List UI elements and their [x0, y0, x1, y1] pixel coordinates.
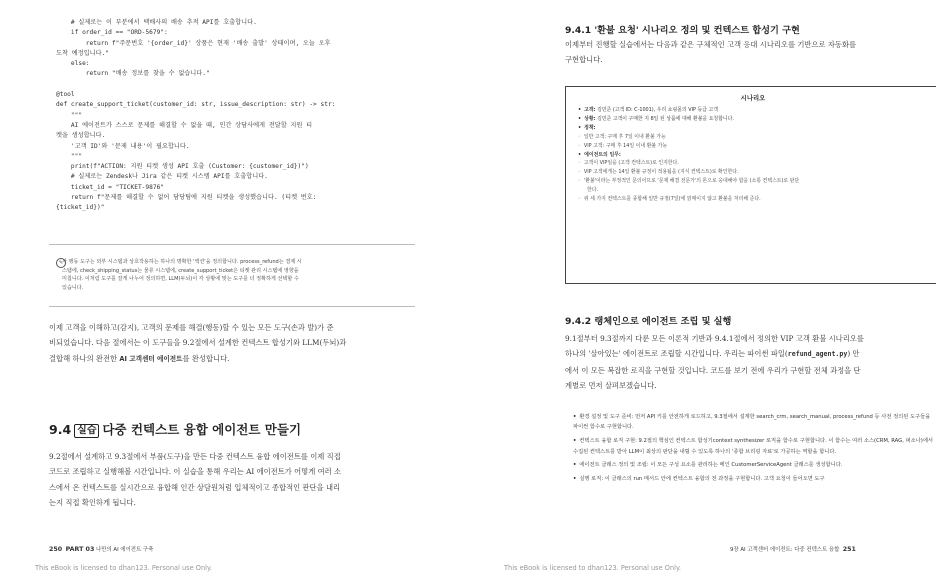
- bullet-dot-icon: •: [573, 462, 577, 469]
- bullet-dot-icon: •: [573, 476, 577, 483]
- bullet-dot-icon: •: [578, 115, 582, 122]
- text-segment: 비되었습니다. 다음 절에서는 이 도구들을 9.2절에서 설계한 컨텍스트 합성기와 LLM(두뇌)과: [49, 338, 347, 348]
- scenario-text: 고객이 VIP임을 (고객 컨텍스트)로 인지한다.: [583, 160, 679, 167]
- paragraph-section-intro: [49, 449, 421, 511]
- scenario-item: [578, 142, 930, 151]
- bullet-dot-icon: •: [573, 438, 577, 445]
- text-segment: 계별로 먼저 살펴보겠습니다.: [565, 381, 657, 391]
- code-line: 도착 예정입니다.": [56, 49, 110, 57]
- sub-bullet-icon: ◦: [578, 196, 581, 203]
- code-line: return f"문제를 해결할 수 없어 담당팀에 지원 티켓을 생성했습니다. (티켓 번호:: [56, 194, 317, 202]
- text-line: 구현합니다.: [565, 55, 603, 65]
- sub-bullet-icon: ◦: [578, 142, 581, 149]
- scenario-label: 정책:: [584, 124, 596, 131]
- bullet-dot-icon: •: [573, 414, 577, 420]
- code-line: {ticket_id})": [56, 204, 105, 212]
- code-line: 켓을 생성합니다.: [56, 132, 106, 140]
- scenario-text: '환불'이라는 부정적인 문의이므로 '문제 해결 전문가'의 톤으로 응대해야 함을 (소통 컨텍스트)로 판단: [583, 178, 800, 185]
- section-number: 9.4: [49, 422, 72, 437]
- license-text: This eBook is licensed to dhan123. Personal use Only.: [35, 564, 213, 572]
- note-text: [62, 258, 414, 292]
- emphasis-text: AI 고객센터 에이전트: [119, 354, 183, 363]
- note-line: 각 행동 도구는 외부 시스템과 상호작용하는 하나의 명확한 '액션'을 정의합니다. process_refund는 결제 시: [62, 259, 302, 265]
- step-item: [573, 412, 933, 433]
- bullet-dot-icon: •: [578, 151, 582, 158]
- scenario-item: [578, 177, 930, 186]
- text-segment: 이제 고객을 이해하고(감지), 고객의 문제를 해결(행동)할 수 있는 모든 도구(손과 발)가 준: [49, 323, 334, 332]
- scenario-item: [578, 195, 930, 204]
- license-text: This eBook is licensed to dhan123. Personal use Only.: [504, 564, 682, 572]
- note-icon: ✎: [56, 258, 66, 268]
- code-line: if order_id == "ORD-5679":: [56, 29, 168, 37]
- text-line: 코드로 조립하고 실행해볼 시간입니다. 이 실습을 통해 우리는 AI 에이전트가 어떻게 여러 소: [49, 467, 342, 477]
- scenario-item: [578, 124, 930, 133]
- code-line: # 실제로는 Zendesk나 Jira 같은 티켓 시스템 API를 호출합니다.: [56, 173, 268, 181]
- step-text: 컨텍스트 융합 로직 구현: 9.2절의 핵심인 컨텍스트 합성기context synthesizer 로직을 함수로 구현합니다. 이 함수는 여러 소스(CRM, RAG, 퍼소나)에서 수집된 컨텍스트를 받아 LLM이 최상의 판단을 내릴 수 있도록 하나의 '종합 브리핑 자료'로 가공하는 역할을 합니다.: [573, 438, 933, 455]
- sub-bullet-icon: ◦: [578, 133, 581, 140]
- subsection-heading-942: 9.4.2 랭체인으로 에이전트 조립 및 실행: [565, 316, 732, 327]
- text-segment: 에서 이 모든 복잡한 로직을 구현할 것입니다. 코드를 보기 전에 우리가 구현할 전체 과정을 단: [565, 365, 861, 375]
- scenario-item: [578, 159, 930, 168]
- text-segment: 를 완성합니다.: [182, 353, 230, 363]
- paragraph-scenario-intro: [565, 37, 936, 68]
- code-block: [56, 18, 335, 214]
- scenario-label: 고객:: [584, 107, 596, 113]
- right-page: [468, 0, 936, 585]
- code-line: @tool: [56, 91, 75, 99]
- scenario-text: VIP 고객에게는 14일 환불 규정이 적용됨을 (지식 컨텍스트)로 확인한다.: [583, 169, 739, 176]
- scenario-text: 한다.: [587, 187, 599, 194]
- step-text: 환경 설정 및 도구 준비: 먼저 API 키를 안전하게 로드하고, 9.3절에서 설계한 search_crm, search_manual, process_refund 등 사전 정의된 도구들을 파이썬 함수로 구현합니다.: [573, 414, 931, 431]
- scenario-label: 상황:: [584, 115, 596, 122]
- code-line: """: [56, 152, 83, 160]
- text-line: [49, 320, 421, 335]
- divider-bottom: [49, 306, 415, 307]
- scenario-text: VIP 고객: 구매 후 14일 이내 환불 가능: [583, 142, 668, 149]
- page-footer-right: [730, 545, 856, 553]
- text-line: 스에서 온 컨텍스트를 실시간으로 융합해 인간 상담원처럼 입체적이고 종합적인 판단을 내리: [49, 482, 341, 492]
- bullet-dot-icon: •: [578, 107, 582, 113]
- text-line: [565, 331, 936, 346]
- page-number: 251: [842, 546, 856, 553]
- note-box: [58, 258, 414, 292]
- paragraph-tools-summary: [49, 320, 421, 367]
- scenario-item: [578, 133, 930, 142]
- scenario-list: [566, 106, 936, 204]
- text-line: 는지 직접 확인하게 됩니다.: [49, 498, 136, 508]
- part-title: 나만의 AI 에이전트 구축: [96, 547, 154, 553]
- scenario-text: 위 세 가지 컨텍스트를 종합해 일반 규정(7일)에 얽매이지 않고 환불을 처리해 준다.: [583, 196, 761, 203]
- scenario-title: 시나리오: [740, 94, 766, 102]
- text-line: [49, 335, 421, 350]
- sub-bullet-icon: ◦: [578, 169, 581, 176]
- text-line: [565, 378, 936, 393]
- scenario-text: 일반 고객: 구매 후 7일 이내 환불 가능: [583, 133, 666, 140]
- filename-text: refund_agent.py: [787, 350, 848, 359]
- step-item: [573, 460, 933, 470]
- text-segment: 9.1절부터 9.3절까지 다룬 모든 이론적 기반과 9.4.1절에서 정의한 VIP 고객 환불 시나리오를: [565, 334, 864, 343]
- code-line: print(f"ACTION: 지원 티켓 생성 API 호출 (Customer: {customer_id})"): [56, 163, 309, 171]
- code-line: return "배송 정보를 찾을 수 없습니다.": [56, 70, 210, 78]
- code-line: AI 에이전트가 스스로 문제를 해결할 수 없을 때, 인간 상담사에게 전달할 지원 티: [56, 121, 313, 129]
- note-line: 있습니다.: [62, 284, 84, 291]
- step-text: 실행 로직: 이 클래스의 run 메서드 안에 컨텍스트 융합의 전 과정을 구현합니다. 고객 요청이 들어오면 도구: [579, 476, 825, 483]
- text-line: 이제부터 진행할 실습에서는 다음과 같은 구체적인 고객 응대 시나리오를 기반으로 자동화를: [565, 40, 857, 49]
- scenario-item: [578, 106, 930, 115]
- text-segment: ) 안: [847, 349, 860, 359]
- note-line: 미칩니다. 이처럼 도구를 잘게 나누어 정의하면, LLM(두뇌)이 각 상황에 맞는 도구를 더 정확하게 선택할 수: [62, 276, 299, 283]
- sub-bullet-icon: ◦: [578, 160, 581, 167]
- text-line: 9.2절에서 설계하고 9.3절에서 부품(도구)을 만든 다중 컨텍스트 융합 에이전트를 이제 직접: [49, 452, 341, 461]
- divider-top: [49, 244, 415, 245]
- text-segment: 결합해 하나의 완전한: [49, 353, 120, 363]
- steps-list: [573, 412, 933, 488]
- subsection-heading-941: 9.4.1 '환불 요청' 시나리오 정의 및 컨텍스트 합성기 구현: [565, 25, 800, 36]
- paragraph-assembly-intro: [565, 331, 936, 394]
- page-number: 250: [49, 546, 63, 553]
- scenario-item: [578, 186, 930, 195]
- code-line: [56, 80, 335, 90]
- sub-bullet-icon: ◦: [578, 178, 581, 185]
- step-item: [573, 436, 933, 457]
- scenario-item: [578, 115, 930, 124]
- chapter-title: 9장 AI 고객센터 에이전트: 다중 컨텍스트 융합: [730, 547, 840, 553]
- text-line: [49, 351, 421, 367]
- scenario-item: [578, 151, 930, 160]
- page-footer-left: [49, 545, 153, 553]
- scenario-text: 김민준 고객이 구매한 지 8일 된 상품에 대해 환불을 요청합니다.: [595, 115, 734, 122]
- section-title: 다중 컨텍스트 융합 에이전트 만들기: [102, 422, 302, 437]
- practice-badge: 실습: [74, 424, 99, 438]
- section-heading: [49, 420, 301, 438]
- scenario-item: [578, 168, 930, 177]
- text-line: [565, 363, 936, 378]
- text-line: [565, 346, 936, 362]
- code-line: else:: [56, 60, 90, 68]
- scenario-text: 김민준 (고객 ID: C-1001), 우리 쇼핑몰의 VIP 등급 고객: [595, 107, 718, 113]
- bullet-dot-icon: •: [578, 124, 582, 131]
- note-line: 스템에, check_shipping_status는 물류 시스템에, create_support_ticket은 티켓 관리 시스템에 영향을: [62, 267, 299, 274]
- code-line: # 실제로는 이 부분에서 택배사의 배송 추적 API를 호출합니다.: [56, 19, 257, 26]
- code-line: """: [56, 111, 83, 119]
- code-line: def create_support_ticket(customer_id: str, issue_description: str) -> str:: [56, 101, 336, 109]
- step-item: [573, 474, 933, 484]
- part-label: PART 03: [65, 546, 95, 553]
- code-line: ticket_id = "TICKET-9876": [56, 183, 165, 191]
- step-text: 에이전트 클래스 정의 및 조립: 이 모든 구성 요소를 관리하는 메인 CustomerServiceAgent 클래스를 생성합니다.: [579, 462, 843, 469]
- code-line: return f"주문번호 '{order_id}' 상품은 현재 '배송 출발' 상태이며, 오늘 오후: [56, 39, 331, 47]
- scenario-box: [565, 86, 936, 284]
- scenario-label: 에이전트의 임무:: [584, 151, 621, 158]
- code-line: '고객 ID'와 '문제 내용'이 필요합니다.: [56, 142, 190, 150]
- text-segment: 하나의 '살아있는' 에이전트로 조립할 시간입니다. 우리는 파이썬 파일(: [565, 349, 788, 359]
